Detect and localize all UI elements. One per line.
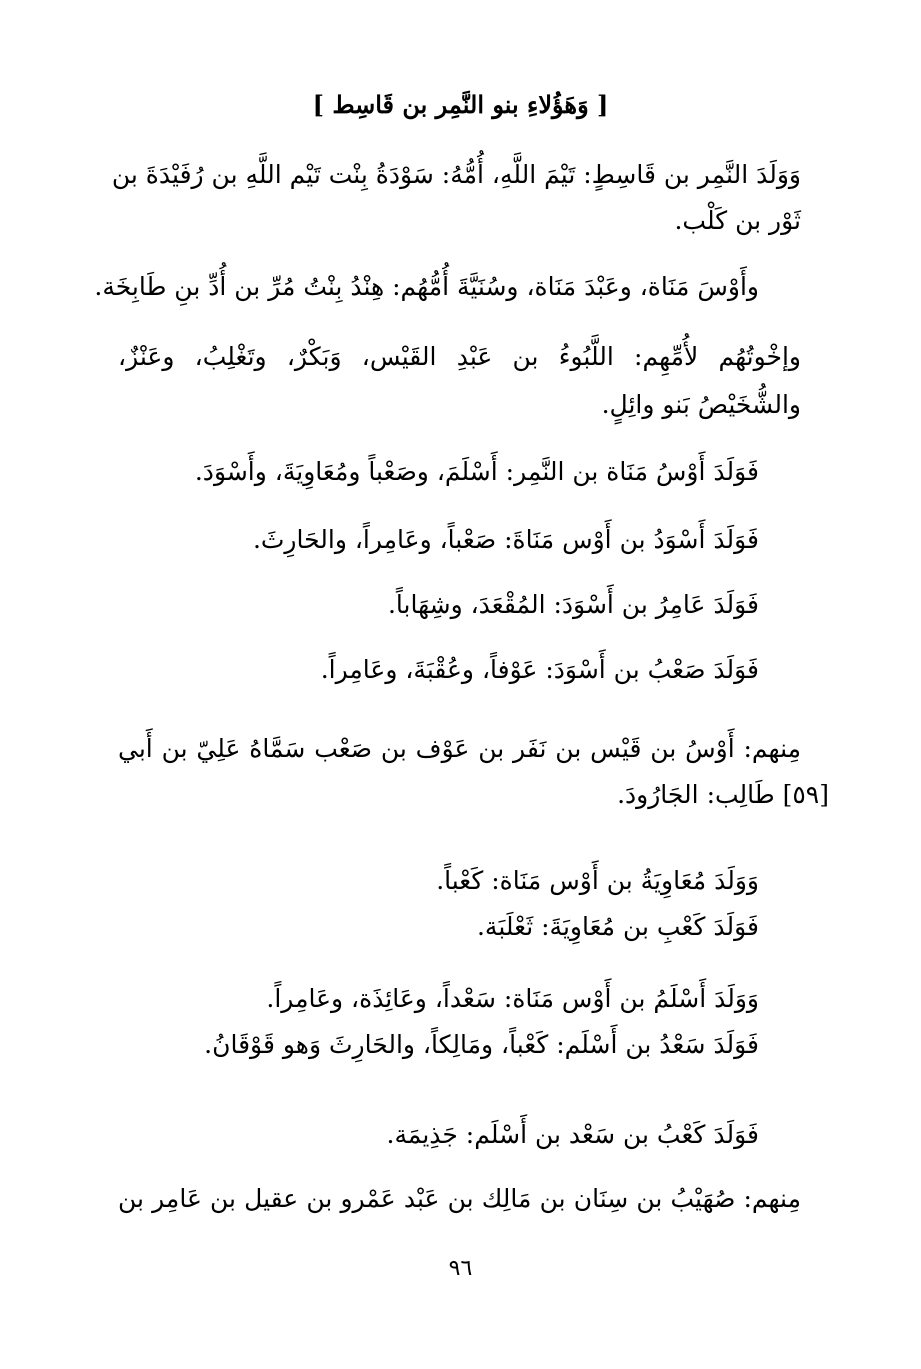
text-line: فَوَلَدَ أَسْوَدُ بن أَوْس مَنَاةَ: صَعْباً، وعَامِراً، والحَارِثَ. (252, 525, 759, 554)
text-line: فَوَلَدَ سَعْدُ بن أَسْلَم: كَعْباً، ومَالِكاً، والحَارِثَ وَهو قَوْقَانُ. (204, 1030, 759, 1059)
text-line: وَوَلَدَ مُعَاوِيَةُ بن أَوْس مَنَاة: كَعْباً. (436, 866, 759, 895)
text-line: فَوَلَدَ صَعْبُ بن أَسْوَدَ: عَوْفاً، وعُقْبَةَ، وعَامِراً. (320, 655, 759, 684)
text-line: وَوَلَدَ النَّمِر بن قَاسِطٍ: تَيْمَ اللَّهِ، أُمُّهُ: سَوْدَةُ بِنْت تَيْم اللَّهِ بن رُفَيْدَةَ بن (111, 160, 801, 189)
page-number: ٩٦ (448, 1256, 473, 1281)
text-line: فَوَلَدَ كَعْبُ بن سَعْد بن أَسْلَم: جَذِيمَة. (386, 1120, 759, 1149)
text-line: وَوَلَدَ أَسْلَمُ بن أَوْس مَنَاة: سَعْداً، وعَائِذَة، وعَامِراً. (266, 984, 759, 1013)
text-line: وأَوْسَ مَنَاة، وعَبْدَ مَنَاة، وسُنَيَّةَ أُمُّهُم: هِنْدُ بِنْتُ مُرِّ بن أُدِّ بنِ طَابِخَة. (94, 272, 759, 301)
text-line: فَوَلَدَ أَوْسُ مَنَاة بن النَّمِر: أَسْلَمَ، وصَعْباً ومُعَاوِيَةَ، وأَسْوَدَ. (194, 457, 759, 486)
text-line: وإخْوتُهُم لأُمِّهِم: اللَّبُوءُ بن عَبْدِ القَيْس، وَبَكْرٌ، وتَغْلِبُ، وعَنْزٌ، (118, 342, 801, 371)
text-line: فَوَلَدَ كَعْبِ بن مُعَاوِيَةَ: ثَعْلَبَة. (476, 912, 759, 941)
text-line: ثَوْر بن كَلْب. (674, 206, 801, 235)
text-line: مِنهم: صُهَيْبُ بن سِنَان بن مَالِك بن عَبْد عَمْرو بن عقيل بن عَامِر بن (118, 1184, 801, 1213)
text-line: مِنهم: أَوْسُ بن قَيْس بن نَفَر بن عَوْف بن صَعْب سَمَّاهُ عَلِيّ بن أَبي (118, 734, 801, 763)
text-line: والشُّخَيْصُ بَنو وائِلٍ. (601, 390, 801, 419)
text-line: [٥٩] طَالِب: الجَارُودَ. (617, 780, 829, 809)
text-line: فَوَلَدَ عَامِرُ بن أَسْوَدَ: المُقْعَدَ، وشِهَاباً. (387, 590, 759, 619)
section-heading: [ وَهَؤُلاءِ بنو النَّمِر بن قَاسِط ] (312, 90, 609, 119)
